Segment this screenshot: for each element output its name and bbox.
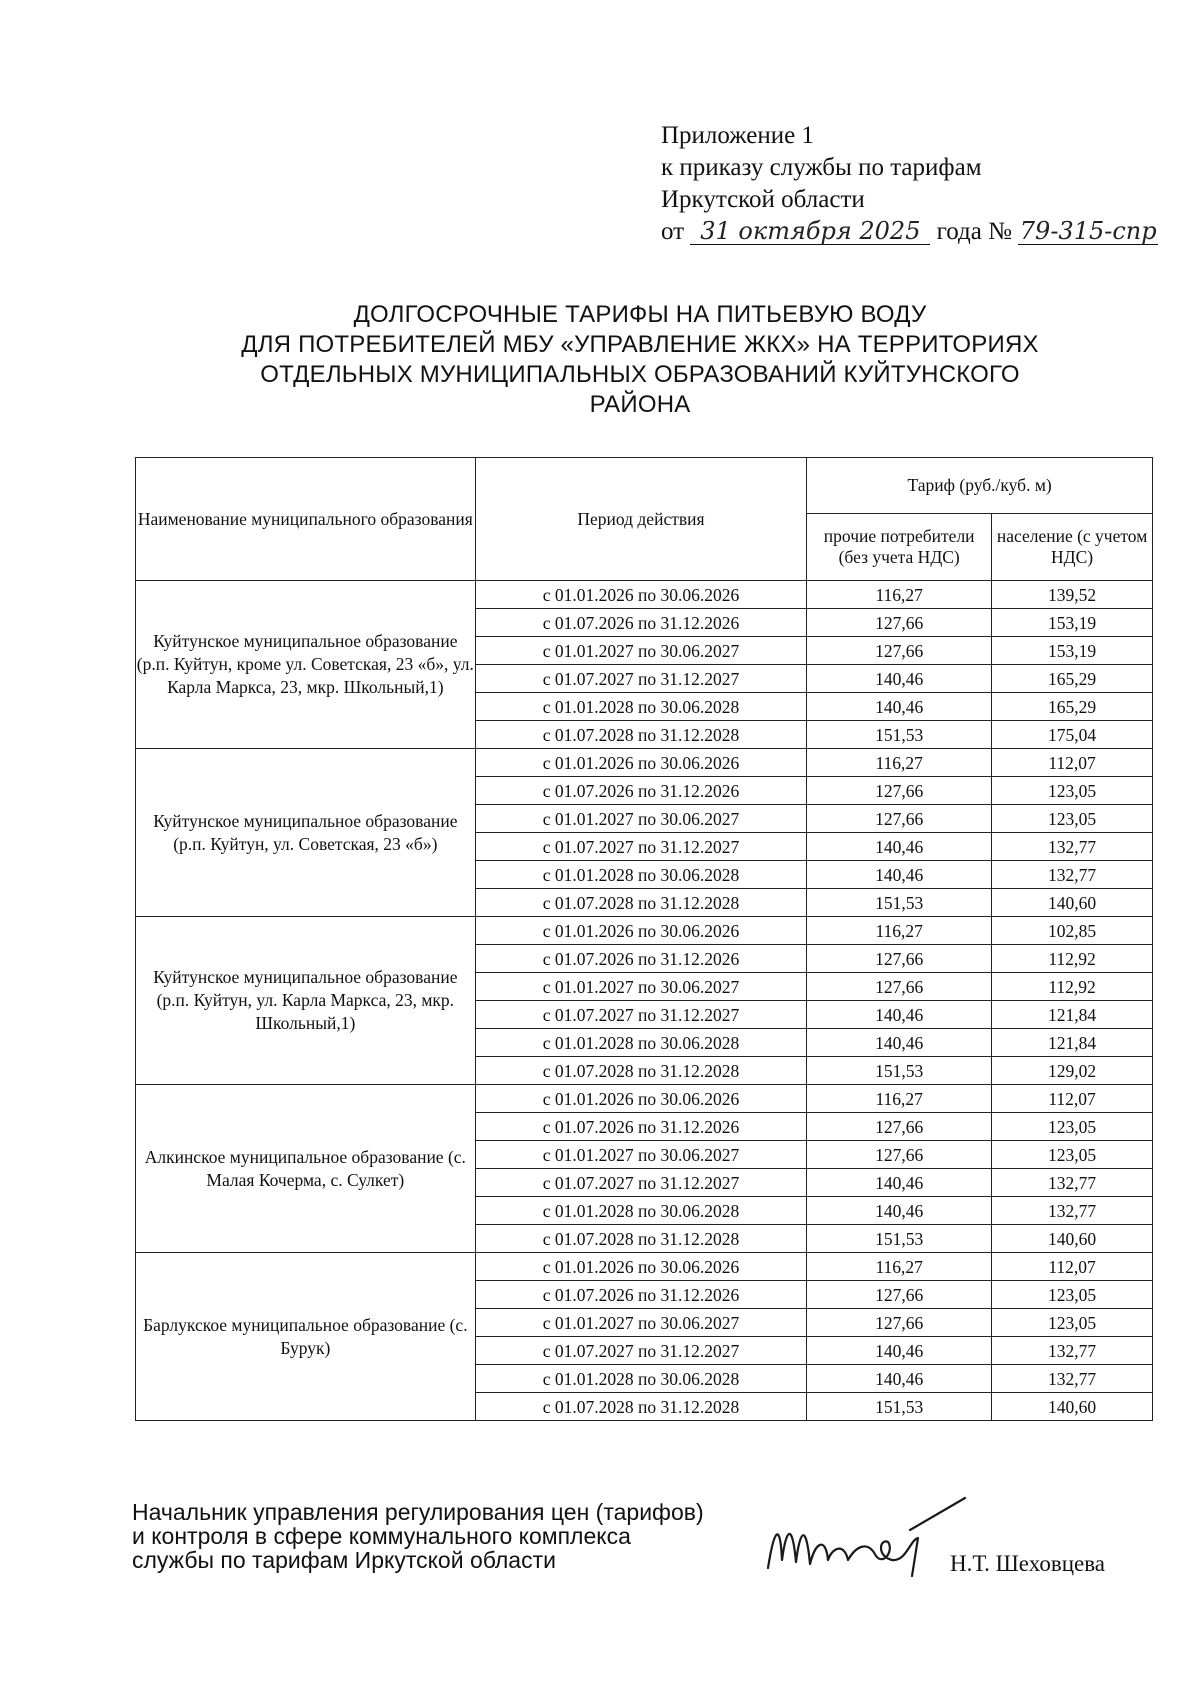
tariff-table-body: [136, 581, 1153, 1421]
municipality-name: Куйтунское муниципальное образование (р.п. Куйтун, ул. Советская, 23 «б»): [136, 749, 476, 917]
other-consumers-tariff: 116,27: [807, 581, 992, 609]
header-other-consumers: прочие потребители (без учета НДС): [807, 514, 992, 581]
population-tariff: 132,77: [992, 1337, 1153, 1365]
header-population: население (с учетом НДС): [992, 514, 1153, 581]
year-number-label: года №: [936, 218, 1012, 245]
table-row: [136, 581, 1153, 609]
population-tariff: 132,77: [992, 861, 1153, 889]
population-tariff: 112,07: [992, 749, 1153, 777]
period-cell: с 01.07.2027 по 31.12.2027: [475, 665, 807, 693]
other-consumers-tariff: 151,53: [807, 721, 992, 749]
period-cell: с 01.01.2026 по 30.06.2026: [475, 1085, 807, 1113]
period-cell: с 01.01.2026 по 30.06.2026: [475, 581, 807, 609]
population-tariff: 132,77: [992, 1169, 1153, 1197]
municipality-name: Куйтунское муниципальное образование (р.п. Куйтун, кроме ул. Советская, 23 «б», ул. Карла Маркса, 23, мкр. Школьный,1): [136, 581, 476, 749]
signatory-name: Н.Т. Шеховцева: [950, 1551, 1105, 1576]
other-consumers-tariff: 127,66: [807, 973, 992, 1001]
population-tariff: 165,29: [992, 665, 1153, 693]
period-cell: с 01.07.2028 по 31.12.2028: [475, 1225, 807, 1253]
period-cell: с 01.01.2028 по 30.06.2028: [475, 1197, 807, 1225]
population-tariff: 132,77: [992, 833, 1153, 861]
population-tariff: 123,05: [992, 805, 1153, 833]
tariff-table: [135, 457, 1153, 1421]
order-number-handwritten: 79-315-спр: [1019, 217, 1157, 245]
period-cell: с 01.07.2027 по 31.12.2027: [475, 1169, 807, 1197]
document-title: [180, 300, 1100, 420]
other-consumers-tariff: 127,66: [807, 945, 992, 973]
title-line-2: ДЛЯ ПОТРЕБИТЕЛЕЙ МБУ «УПРАВЛЕНИЕ ЖКХ» НА ТЕРРИТОРИЯХ: [241, 331, 1039, 358]
period-cell: с 01.01.2028 по 30.06.2028: [475, 693, 807, 721]
other-consumers-tariff: 140,46: [807, 1029, 992, 1057]
other-consumers-tariff: 127,66: [807, 1281, 992, 1309]
other-consumers-tariff: 127,66: [807, 1309, 992, 1337]
period-cell: с 01.07.2028 по 31.12.2028: [475, 1393, 807, 1421]
period-cell: с 01.01.2028 по 30.06.2028: [475, 1365, 807, 1393]
period-cell: с 01.01.2028 по 30.06.2028: [475, 1029, 807, 1057]
municipality-name: Барлукское муниципальное образование (с. Бурук): [136, 1253, 476, 1421]
other-consumers-tariff: 116,27: [807, 1085, 992, 1113]
population-tariff: 123,05: [992, 1281, 1153, 1309]
signature-block: [132, 1500, 704, 1572]
population-tariff: 121,84: [992, 1001, 1153, 1029]
population-tariff: 112,07: [992, 1253, 1153, 1281]
population-tariff: 121,84: [992, 1029, 1153, 1057]
other-consumers-tariff: 140,46: [807, 861, 992, 889]
population-tariff: 175,04: [992, 721, 1153, 749]
other-consumers-tariff: 140,46: [807, 1001, 992, 1029]
period-cell: с 01.01.2028 по 30.06.2028: [475, 861, 807, 889]
population-tariff: 153,19: [992, 637, 1153, 665]
other-consumers-tariff: 127,66: [807, 1113, 992, 1141]
population-tariff: 140,60: [992, 1393, 1153, 1421]
other-consumers-tariff: 127,66: [807, 805, 992, 833]
other-consumers-tariff: 140,46: [807, 665, 992, 693]
period-cell: с 01.07.2027 по 31.12.2027: [475, 1337, 807, 1365]
period-cell: с 01.01.2026 по 30.06.2026: [475, 917, 807, 945]
other-consumers-tariff: 140,46: [807, 1197, 992, 1225]
period-cell: с 01.07.2027 по 31.12.2027: [475, 1001, 807, 1029]
other-consumers-tariff: 151,53: [807, 1393, 992, 1421]
annex-line-3: Иркутской области: [661, 186, 865, 213]
population-tariff: 123,05: [992, 1309, 1153, 1337]
table-row: [136, 749, 1153, 777]
other-consumers-tariff: 127,66: [807, 777, 992, 805]
population-tariff: 129,02: [992, 1057, 1153, 1085]
other-consumers-tariff: 151,53: [807, 1225, 992, 1253]
population-tariff: 112,07: [992, 1085, 1153, 1113]
other-consumers-tariff: 116,27: [807, 749, 992, 777]
period-cell: с 01.01.2027 по 30.06.2027: [475, 805, 807, 833]
header-tariff: Тариф (руб./куб. м): [807, 458, 1153, 514]
population-tariff: 153,19: [992, 609, 1153, 637]
population-tariff: 112,92: [992, 945, 1153, 973]
population-tariff: 123,05: [992, 1141, 1153, 1169]
other-consumers-tariff: 116,27: [807, 1253, 992, 1281]
period-cell: с 01.01.2026 по 30.06.2026: [475, 749, 807, 777]
title-line-4: РАЙОНА: [589, 391, 691, 418]
header-period: Период действия: [475, 458, 807, 581]
population-tariff: 132,77: [992, 1365, 1153, 1393]
population-tariff: 140,60: [992, 889, 1153, 917]
period-cell: с 01.07.2028 по 31.12.2028: [475, 889, 807, 917]
annex-line-2: к приказу службы по тарифам: [661, 154, 982, 181]
municipality-name: Куйтунское муниципальное образование (р.п. Куйтун, ул. Карла Маркса, 23, мкр. Школьный,1): [136, 917, 476, 1085]
other-consumers-tariff: 151,53: [807, 889, 992, 917]
period-cell: с 01.07.2028 по 31.12.2028: [475, 721, 807, 749]
other-consumers-tariff: 140,46: [807, 1365, 992, 1393]
signatory-title-line-1: Начальник управления регулирования цен (тарифов): [132, 1499, 704, 1525]
order-date-handwritten: 31 октября 2025: [690, 218, 930, 245]
annex-line-1: Приложение 1: [661, 122, 814, 149]
annex-header: [661, 120, 1158, 248]
other-consumers-tariff: 140,46: [807, 693, 992, 721]
table-row: [136, 1253, 1153, 1281]
other-consumers-tariff: 140,46: [807, 1337, 992, 1365]
period-cell: с 01.01.2027 по 30.06.2027: [475, 637, 807, 665]
period-cell: с 01.07.2026 по 31.12.2026: [475, 1281, 807, 1309]
period-cell: с 01.07.2026 по 31.12.2026: [475, 609, 807, 637]
other-consumers-tariff: 127,66: [807, 637, 992, 665]
period-cell: с 01.07.2026 по 31.12.2026: [475, 1113, 807, 1141]
signatory-title-line-3: службы по тарифам Иркутской области: [132, 1547, 556, 1573]
period-cell: с 01.07.2028 по 31.12.2028: [475, 1057, 807, 1085]
title-line-1: ДОЛГОСРОЧНЫЕ ТАРИФЫ НА ПИТЬЕВУЮ ВОДУ: [353, 301, 927, 328]
period-cell: с 01.01.2027 по 30.06.2027: [475, 973, 807, 1001]
header-municipality: Наименование муниципального образования: [136, 458, 476, 581]
other-consumers-tariff: 116,27: [807, 917, 992, 945]
population-tariff: 139,52: [992, 581, 1153, 609]
population-tariff: 123,05: [992, 1113, 1153, 1141]
from-label: от: [661, 218, 685, 245]
other-consumers-tariff: 140,46: [807, 833, 992, 861]
period-cell: с 01.01.2027 по 30.06.2027: [475, 1309, 807, 1337]
municipality-name: Алкинское муниципальное образование (с. Малая Кочерма, с. Сулкет): [136, 1085, 476, 1253]
period-cell: с 01.01.2026 по 30.06.2026: [475, 1253, 807, 1281]
population-tariff: 132,77: [992, 1197, 1153, 1225]
table-row: [136, 917, 1153, 945]
population-tariff: 123,05: [992, 777, 1153, 805]
table-row: [136, 1085, 1153, 1113]
population-tariff: 112,92: [992, 973, 1153, 1001]
other-consumers-tariff: 127,66: [807, 609, 992, 637]
population-tariff: 102,85: [992, 917, 1153, 945]
other-consumers-tariff: 140,46: [807, 1169, 992, 1197]
title-line-3: ОТДЕЛЬНЫХ МУНИЦИПАЛЬНЫХ ОБРАЗОВАНИЙ КУЙТУНСКОГО: [260, 361, 1020, 388]
signatory-title-line-2: и контроля в сфере коммунального комплекса: [132, 1523, 631, 1549]
period-cell: с 01.07.2026 по 31.12.2026: [475, 945, 807, 973]
period-cell: с 01.07.2026 по 31.12.2026: [475, 777, 807, 805]
population-tariff: 140,60: [992, 1225, 1153, 1253]
population-tariff: 165,29: [992, 693, 1153, 721]
annex-line-4: [661, 216, 1158, 248]
period-cell: с 01.01.2027 по 30.06.2027: [475, 1141, 807, 1169]
other-consumers-tariff: 151,53: [807, 1057, 992, 1085]
period-cell: с 01.07.2027 по 31.12.2027: [475, 833, 807, 861]
other-consumers-tariff: 127,66: [807, 1141, 992, 1169]
